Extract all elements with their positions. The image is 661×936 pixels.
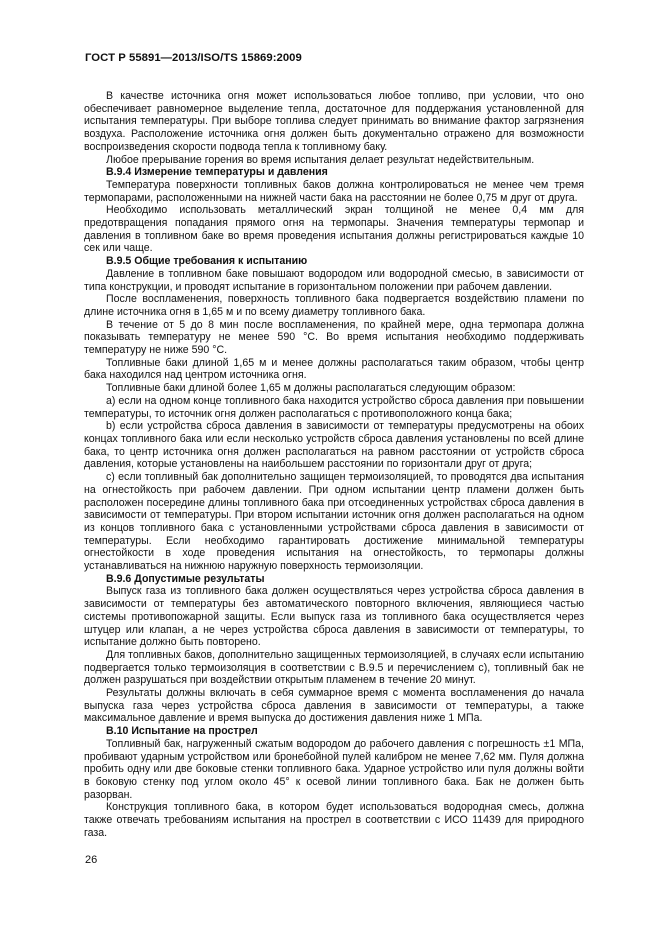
paragraph: Для топливных баков, дополнительно защищенных термоизоляцией, в случаях если испытанию подвергается только термоизоляция в соответствии с В.9.5 и перечислением с), топливный бак не должен разрушаться при воздействии открытым пламенем в течение 20 минут. xyxy=(84,648,584,687)
paragraph: b) если устройства сброса давления в зависимости от температуры предусмотрены на обоих концах топливного бака или если несколько устройств сброса давления установлены по всей длине бака, то центр источника огня должен располагаться на равном расстоянии от устройств сброса давления, которые установлены на наибольшем расстоянии по горизонтали друг от друга; xyxy=(84,420,584,471)
paragraph: Любое прерывание горения во время испытания делает результат недействительным. xyxy=(106,153,535,166)
section-heading: В.9.4 Измерение температуры и давления xyxy=(106,166,328,179)
paragraph: Выпуск газа из топливного бака должен осуществляться через устройства сброса давления в зависимости от температуры без автоматического повторного включения, являющиеся частью системы противопожарной защиты. Если выпуск газа из топливного бака осуществляется через штуцер или клапан, а не через устройства сброса давления в зависимости от температуры, то испытание должно быть повторено. xyxy=(84,585,584,649)
paragraph: Температура поверхности топливных баков должна контролироваться не менее чем тремя термопарами, расположенными на нижней части бака на расстоянии не более 0,75 м друг от друга. xyxy=(84,178,584,204)
section-heading: В.9.5 Общие требования к испытанию xyxy=(106,255,308,268)
paragraph: а) если на одном конце топливного бака находится устройство сброса давления при повышении температуры, то источник огня должен располагаться с противоположного конца бака; xyxy=(84,394,584,420)
paragraph: После воспламенения, поверхность топливного бака подвергается воздействию пламени по длине источника огня в 1,65 м и по всему диаметру топливного бака. xyxy=(84,293,584,318)
section-heading: В.9.6 Допустимые результаты xyxy=(106,572,265,585)
paragraph: с) если топливный бак дополнительно защищен термоизоляцией, то проводятся два испытания на огнестойкость при рабочем давлении. При одном испытании центр пламени должен быть расположен посередине длины топливного бака при отсоединенных устройствах сброса давления в зависимости от температуры. При втором испытании источник огня должен располагаться на одном из концов топливного бака с установленными устройствами сброса давления в зависимости от температуры. Если необходимо гарантировать достижение минимальной температуры огнестойкости в ходе проведения испытания на огнестойкость, то термопары должны устанавливаться на нижнюю наружную поверхность термоизоляции. xyxy=(84,471,584,573)
paragraph: Результаты должны включать в себя суммарное время с момента воспламенения до начала выпуска газа через устройства сброса давления в зависимости от температуры, а также максимальное давление и время выпуска до достижения давления ниже 1 МПа. xyxy=(84,687,584,725)
section-heading: В.10 Испытание на прострел xyxy=(106,725,258,738)
paragraph: Конструкция топливного бака, в котором будет использоваться водородная смесь, должна также отвечать требованиям испытания на прострел в соответствии с ИСО 11439 для природного газа. xyxy=(84,801,584,839)
paragraph: Топливные баки длиной 1,65 м и менее должны располагаться таким образом, чтобы центр бака находился над центром источника огня. xyxy=(84,356,584,382)
document-header: ГОСТ Р 55891—2013/ISO/TS 15869:2009 xyxy=(85,52,302,64)
paragraph: В течение от 5 до 8 мин после воспламенения, по крайней мере, одна термопара должна показывать температуру не менее 590 °С. Во время испытания необходимо поддерживать температуру не ниже 590 °С. xyxy=(84,318,584,357)
document-body xyxy=(84,90,584,839)
paragraph: Топливные баки длиной более 1,65 м должны располагаться следующим образом: xyxy=(106,382,516,395)
paragraph: Необходимо использовать металлический экран толщиной не менее 0,4 мм для предотвращения попадания прямого огня на термопары. Значения температуры термопар и давления в топливном баке во время проведения испытания должны регистрироваться каждые 10 сек или чаще. xyxy=(84,204,584,255)
page-number: 26 xyxy=(85,854,98,866)
paragraph: В качестве источника огня может использоваться любое топливо, при условии, что оно обеспечивает равномерное выделение тепла, достаточное для поддержания установленной для испытания температуры. При выборе топлива следует принимать во внимание фактор загрязнения воздуха. Расположение источника огня должен быть документально отражено для возможности воспроизведения скорости подвода тепла к топливному баку. xyxy=(84,90,584,153)
paragraph: Топливный бак, нагруженный сжатым водородом до рабочего давления с погрешность ±1 МПа, пробивают ударным устройством или бронебойной пулей калибром не менее 7,62 мм. Пуля должна пробить одну или две боковые стенки топливного бака. Ударное устройство или пуля должны войти в боковую стенку под углом около 45° к осевой линии топливного бака. Бак не должен быть разорван. xyxy=(84,737,584,801)
paragraph: Давление в топливном баке повышают водородом или водородной смесью, в зависимости от типа конструкции, и проводят испытание в горизонтальном положении при рабочем давлении. xyxy=(84,267,584,293)
